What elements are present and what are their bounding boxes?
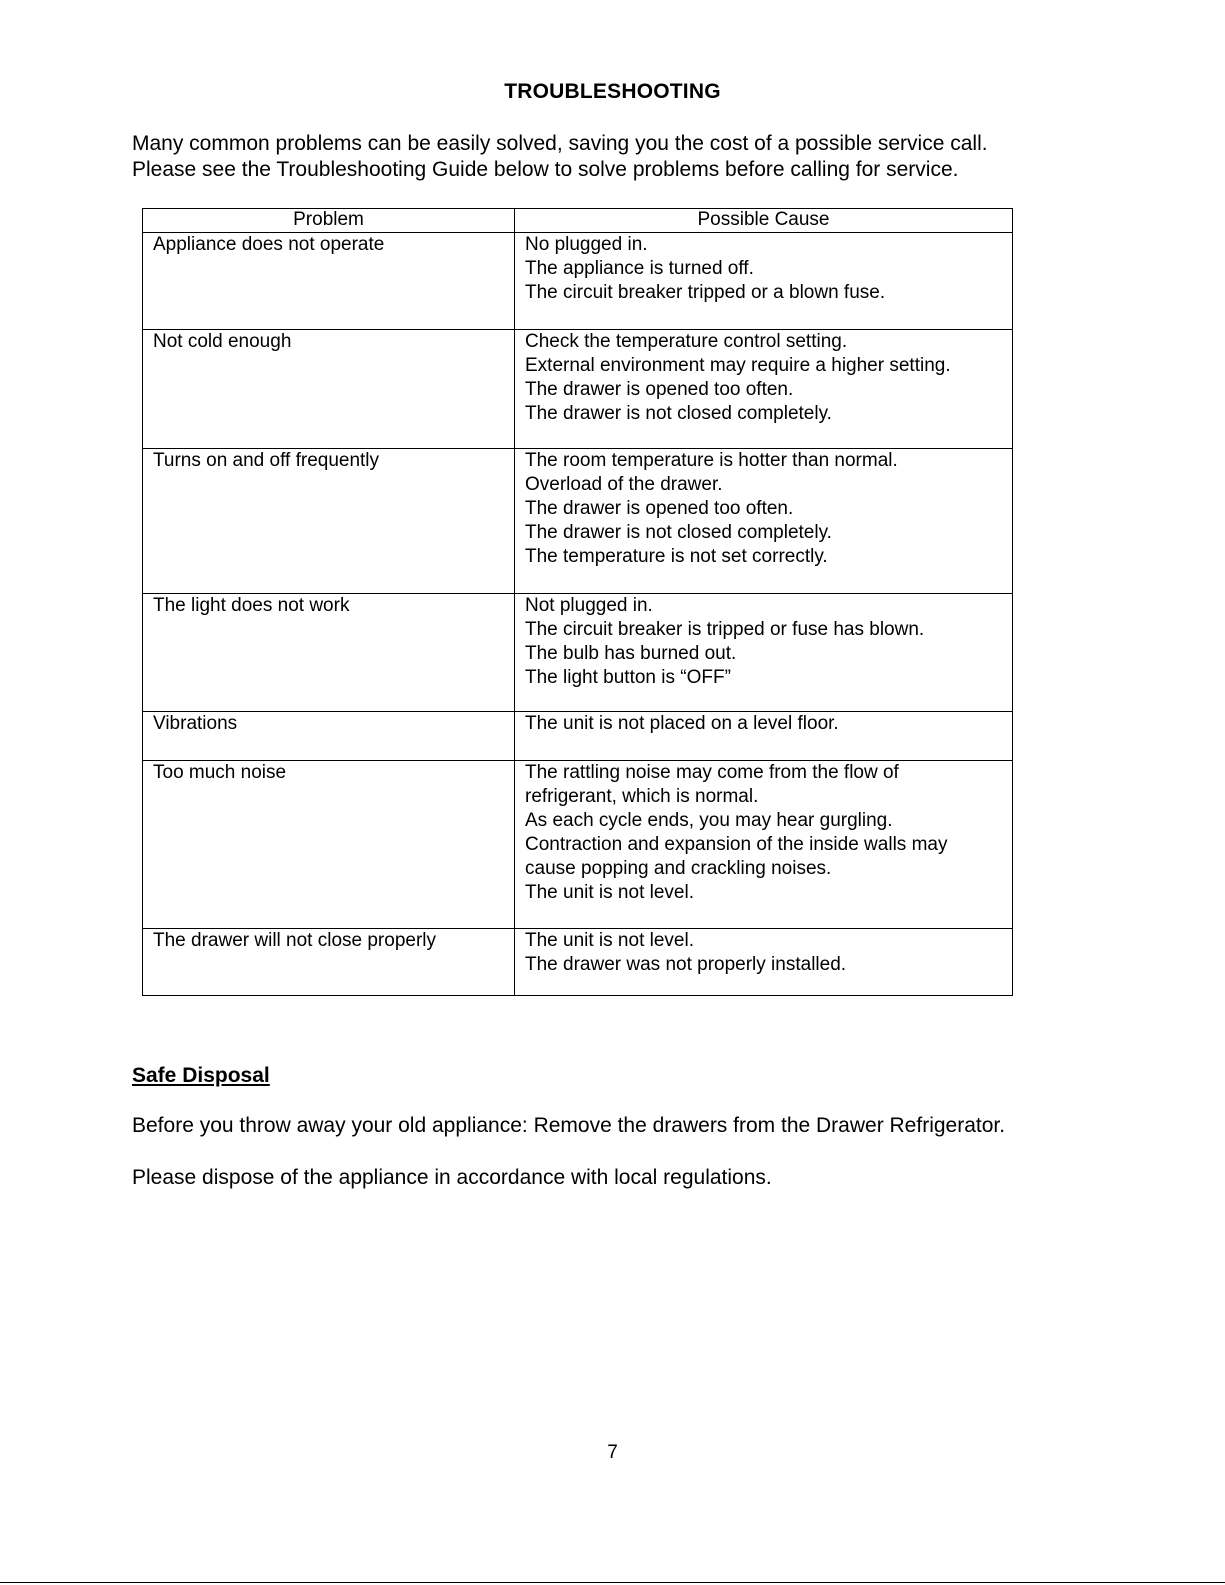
problem-cell: The drawer will not close properly <box>143 929 515 996</box>
disposal-paragraph: Before you throw away your old appliance: Remove the drawers from the Drawer Refrigerator. <box>132 1114 1006 1137</box>
cause-line: The circuit breaker tripped or a blown fuse. <box>525 282 886 303</box>
disposal-paragraph: Please dispose of the appliance in accordance with local regulations. <box>132 1166 772 1189</box>
cause-line: Overload of the drawer. <box>525 474 723 495</box>
cause-line: The drawer is opened too often. <box>525 498 794 519</box>
problem-cell: Appliance does not operate <box>143 233 515 330</box>
intro-line: Many common problems can be easily solved, saving you the cost of a possible service call. <box>132 132 988 155</box>
table-row <box>143 233 1013 330</box>
cause-line: The circuit breaker is tripped or fuse has blown. <box>525 619 925 640</box>
cause-line: Contraction and expansion of the inside walls may <box>525 834 948 855</box>
cause-line: Check the temperature control setting. <box>525 331 848 352</box>
cause-line: The bulb has burned out. <box>525 643 737 664</box>
table-row <box>143 449 1013 594</box>
page-number: 7 <box>607 1442 618 1463</box>
table-row <box>143 929 1013 996</box>
problem-cell: The light does not work <box>143 594 515 712</box>
cause-line: The drawer is opened too often. <box>525 379 794 400</box>
cause-cell <box>515 330 1013 449</box>
table-row <box>143 330 1013 449</box>
table-header-row <box>143 209 1013 233</box>
intro-text <box>132 131 1132 183</box>
problem-cell: Too much noise <box>143 761 515 929</box>
problem-cell: Vibrations <box>143 712 515 761</box>
intro-line: Please see the Troubleshooting Guide below to solve problems before calling for service. <box>132 158 959 181</box>
cause-line: Not plugged in. <box>525 595 653 616</box>
cause-line: The temperature is not set correctly. <box>525 546 828 567</box>
cause-line: The light button is “OFF” <box>525 667 731 688</box>
cause-line: The rattling noise may come from the flow of <box>525 762 899 783</box>
page-title: TROUBLESHOOTING <box>504 80 721 103</box>
cause-line: The drawer is not closed completely. <box>525 522 832 543</box>
cause-line: External environment may require a higher setting. <box>525 355 951 376</box>
cause-line: The drawer is not closed completely. <box>525 403 832 424</box>
cause-line: cause popping and crackling noises. <box>525 858 832 879</box>
problem-cell: Turns on and off frequently <box>143 449 515 594</box>
problem-cell: Not cold enough <box>143 330 515 449</box>
cause-cell <box>515 761 1013 929</box>
cause-cell <box>515 233 1013 330</box>
cause-line: The drawer was not properly installed. <box>525 954 847 975</box>
bottom-rule <box>0 1582 1225 1583</box>
troubleshooting-table <box>142 208 1013 996</box>
cause-cell <box>515 594 1013 712</box>
cause-line: The unit is not level. <box>525 930 694 951</box>
cause-line: The room temperature is hotter than normal. <box>525 450 898 471</box>
cause-cell <box>515 712 1013 761</box>
section-heading-safe-disposal: Safe Disposal <box>132 1064 270 1087</box>
cause-cell <box>515 449 1013 594</box>
cause-line: No plugged in. <box>525 234 648 255</box>
header-problem: Problem <box>143 209 515 233</box>
table-row <box>143 594 1013 712</box>
cause-line: The appliance is turned off. <box>525 258 754 279</box>
cause-line: As each cycle ends, you may hear gurgling. <box>525 810 893 831</box>
cause-line: The unit is not placed on a level floor. <box>525 713 839 734</box>
table-row <box>143 761 1013 929</box>
cause-line: refrigerant, which is normal. <box>525 786 759 807</box>
cause-line: The unit is not level. <box>525 882 694 903</box>
table-body <box>143 233 1013 996</box>
header-possible-cause: Possible Cause <box>515 209 1013 233</box>
table-row <box>143 712 1013 761</box>
cause-cell <box>515 929 1013 996</box>
